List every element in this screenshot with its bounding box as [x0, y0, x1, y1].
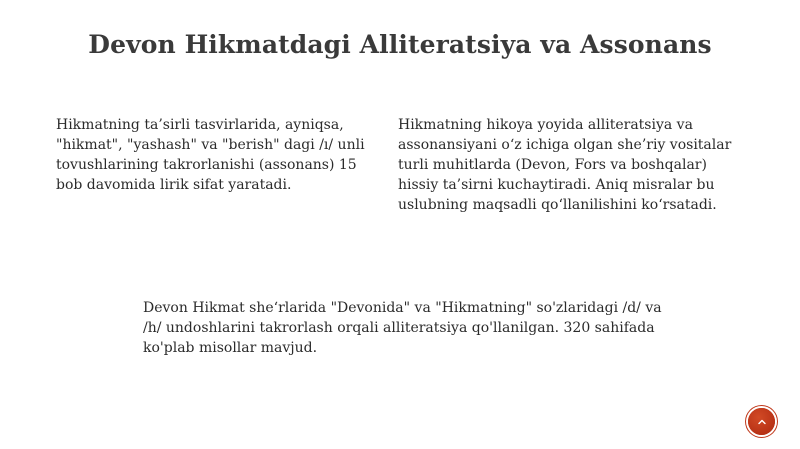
chevron-up-icon: [757, 417, 767, 427]
paragraph-right: Hikmatning hikoya yoyida alliteratsiya va assonansiyani o‘z ichiga olgan she’riy vositalar turli muhitlarda (Devon, Fors va boshqalar) hissiy ta’sirni kuchaytiradi. Aniq misralar bu uslubning maqsadli qo‘llanilishini ko‘rsatadi.: [398, 117, 732, 213]
next-slide-button[interactable]: [748, 408, 775, 435]
paragraph-left: Hikmatning ta’sirli tasvirlarida, ayniqsa, "hikmat", "yashash" va "berish" dagi /ı/ unli tovushlarining takrorlanishi (assonans) 15 bob davomida lirik sifat yaratadi.: [56, 117, 365, 193]
paragraph-bottom: Devon Hikmat she‘rlarida "Devonida" va "Hikmatning" so'zlaridagi /d/ va /h/ undoshlarini takrorlash orqali alliteratsiya qo'llanilgan. 320 sahifada ko'plab misollar mavjud.: [143, 300, 662, 356]
slide-title: Devon Hikmatdagi Alliteratsiya va Assonans: [88, 30, 712, 59]
